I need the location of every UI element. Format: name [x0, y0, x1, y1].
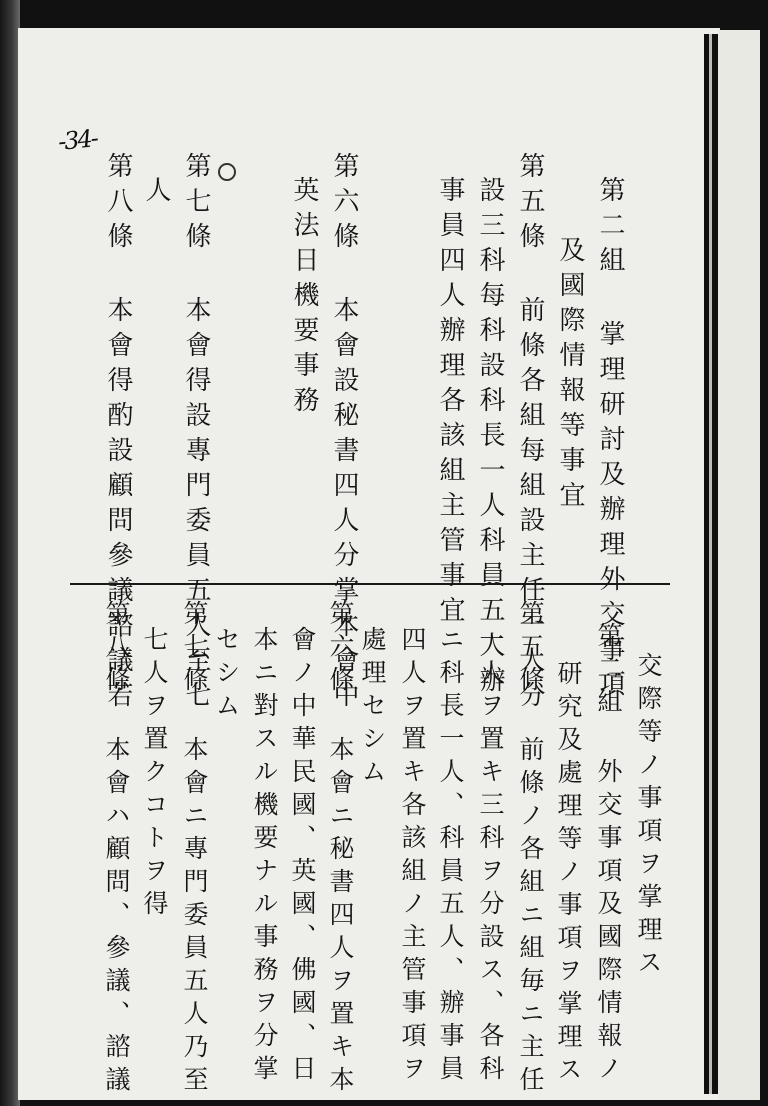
section-divider-line	[70, 583, 670, 585]
upper-column-2: 及國際情報等事宜	[555, 236, 585, 516]
lower-column-12: セシム	[212, 626, 241, 725]
lower-column-4: 第五條 前條ノ各組ニ組毎ニ主任	[516, 600, 545, 1099]
lower-column-9: 第六條 本會ニ秘書四人ヲ置キ本	[326, 600, 355, 1099]
upper-column-5: 事員四人辦理各該組主管事宜	[435, 176, 465, 631]
ink-stamp-mark	[218, 163, 236, 181]
lower-column-6: ニ科長一人、科員五人、辦事員	[436, 626, 465, 1088]
lower-column-15: 第八條 本會ハ顧問、參議、諮議	[102, 600, 131, 1099]
upper-column-6: 第六條 本會設秘書四人分掌本會中	[329, 152, 359, 716]
adjacent-page-strip	[718, 30, 760, 1100]
lower-column-8: 處理セシム	[358, 626, 387, 791]
lower-column-3: 研究及處理等ノ事項ヲ掌理ス	[554, 660, 583, 1089]
upper-column-1: 第二組 掌理研討及辦理外交事項	[595, 176, 625, 705]
upper-column-4: 設三科每科設科長一人科員五人辦	[475, 176, 505, 701]
upper-column-9: 人	[141, 176, 171, 211]
book-binding-edge	[0, 0, 20, 1106]
lower-column-2: 第二組 外交事項及國際情報ノ	[594, 622, 623, 1088]
page-number: -34-	[56, 124, 99, 156]
upper-column-3: 第五條 前條各組每組設主任一人分	[515, 152, 545, 716]
lower-column-13: 第七條 本會ニ專門委員五人乃至	[180, 600, 209, 1099]
lower-column-7: 四人ヲ置キ各該組ノ主管事項ヲ	[398, 626, 427, 1088]
lower-column-1: 交際等ノ事項ヲ掌理ス	[634, 652, 663, 982]
upper-column-7: 英法日機要事務	[289, 176, 319, 421]
page-fold-highlight	[709, 34, 712, 1094]
lower-column-14: 七人ヲ置クコトヲ得	[140, 626, 169, 923]
lower-column-5: 一人ヲ置キ三科ヲ分設ス、各科	[476, 626, 505, 1088]
lower-column-11: 本ニ對スル機要ナル事務ヲ分掌	[250, 626, 279, 1088]
upper-column-8: 第七條 本會得設專門委員五人至七	[181, 152, 211, 716]
upper-column-10: 第八條 本會得酌設顧問參議諮議若	[103, 152, 133, 716]
lower-column-10: 會ノ中華民國、英國、佛國、日	[288, 626, 317, 1088]
